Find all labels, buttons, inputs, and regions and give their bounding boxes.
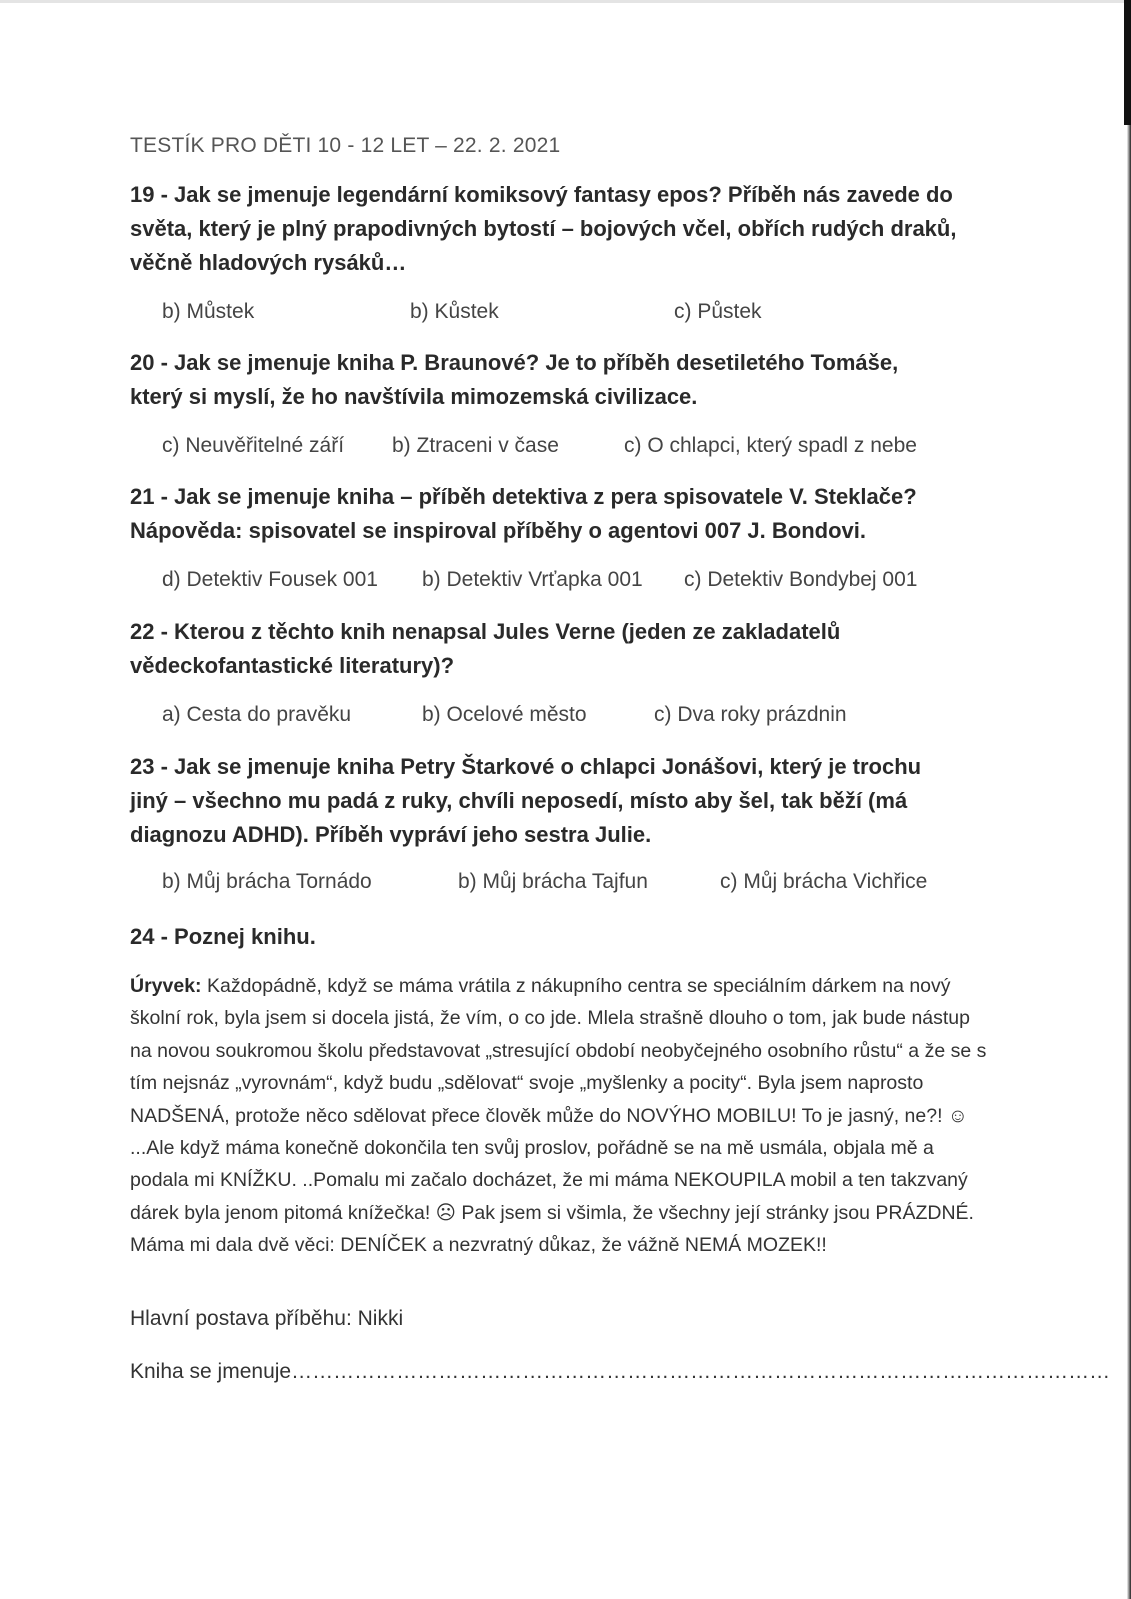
option-19-b: b) Kůstek xyxy=(410,300,499,323)
option-19-a: b) Můstek xyxy=(162,300,255,323)
option-20-b: b) Ztraceni v čase xyxy=(392,434,559,457)
question-20: 20 - Jak se jmenuje kniha P. Braunové? Je to příběh desetiletého Tomáše, který si myslí, že ho navštívila mimozemská civilizace. xyxy=(130,350,899,409)
options-23 xyxy=(162,870,992,900)
option-23-a: b) Můj brácha Tornádo xyxy=(162,870,372,893)
scan-edge-right xyxy=(1127,0,1131,1599)
question-19: 19 - Jak se jmenuje legendární komiksový fantasy epos? Příběh nás zavede do světa, který je plný prapodivných bytostí – bojových včel, obřích rudých draků, věčně hladových rysáků… xyxy=(130,182,957,275)
option-19-c: c) Půstek xyxy=(674,300,762,323)
excerpt-label: Úryvek: xyxy=(130,975,202,997)
main-character-line: Hlavní postava příběhu: Nikki xyxy=(130,1307,404,1330)
option-21-a: d) Detektiv Fousek 001 xyxy=(162,568,378,591)
option-21-c: c) Detektiv Bondybej 001 xyxy=(684,568,918,591)
options-22 xyxy=(162,703,992,733)
scan-edge-mark xyxy=(1124,0,1131,125)
excerpt-paragraph xyxy=(130,970,990,1262)
question-24: 24 - Poznej knihu. xyxy=(130,924,316,949)
question-23: 23 - Jak se jmenuje kniha Petry Štarkové o chlapci Jonášovi, který je trochu jiný – všechno mu padá z ruky, chvíli neposedí, místo aby šel, tak běží (má diagnozu ADHD). Příběh vypráví jeho sestra Julie. xyxy=(130,754,922,847)
option-20-c: c) O chlapci, který spadl z nebe xyxy=(624,434,917,457)
worksheet-header: TESTÍK PRO DĚTI 10 - 12 LET – 22. 2. 2021 xyxy=(130,134,561,157)
option-22-a: a) Cesta do pravěku xyxy=(162,703,352,726)
option-21-b: b) Detektiv Vrťapka 001 xyxy=(422,568,643,591)
answer-prompt-line: Kniha se jmenuje……………………………………………………………………………………………………… xyxy=(130,1360,1111,1383)
options-21 xyxy=(162,568,992,598)
options-19 xyxy=(162,300,992,330)
scan-edge-top xyxy=(0,0,1131,3)
excerpt-text: Každopádně, když se máma vrátila z nákupního centra se speciálním dárkem na nový školní rok, byla jsem si docela jistá, že vím, o co jde. Mlela strašně dlouho o tom, jak bude nástup na novou soukromou školu představovat „stresující období neobyčejného osobního růstu“ a že se s tím nejsnáz „vyrovnám“, když budu „sdělovat“ svoje „myšlenky a pocity“. Byla jsem naprosto NADŠENÁ, protože něco sdělovat přece člověk může do NOVÝHO MOBILU! To je jasný, ne?! ☺ ...Ale když máma konečně dokončila ten svůj proslov, pořádně se na mě usmála, objala mě a podala mi KNÍŽKU. ..Pomalu mi začalo docházet, že mi máma NEKOUPILA mobil a ten takzvaný dárek byla jenom pitomá knížečka! ☹ Pak jsem si všimla, že všechny její stránky jsou PRÁZDNÉ. Máma mi dala dvě věci: DENÍČEK a nezvratný důkaz, že vážně NEMÁ MOZEK!! xyxy=(130,975,987,1257)
options-20 xyxy=(162,434,992,464)
question-21: 21 - Jak se jmenuje kniha – příběh detektiva z pera spisovatele V. Steklače? Nápověda: spisovatel se inspiroval příběhy o agentovi 007 J. Bondovi. xyxy=(130,484,917,543)
option-23-b: b) Můj brácha Tajfun xyxy=(458,870,648,893)
question-22: 22 - Kterou z těchto knih nenapsal Jules Verne (jeden ze zakladatelů vědeckofantastické literatury)? xyxy=(130,619,841,678)
option-20-a: c) Neuvěřitelné září xyxy=(162,434,345,457)
option-22-b: b) Ocelové město xyxy=(422,703,587,726)
option-23-c: c) Můj brácha Vichřice xyxy=(720,870,928,893)
option-22-c: c) Dva roky prázdnin xyxy=(654,703,847,726)
